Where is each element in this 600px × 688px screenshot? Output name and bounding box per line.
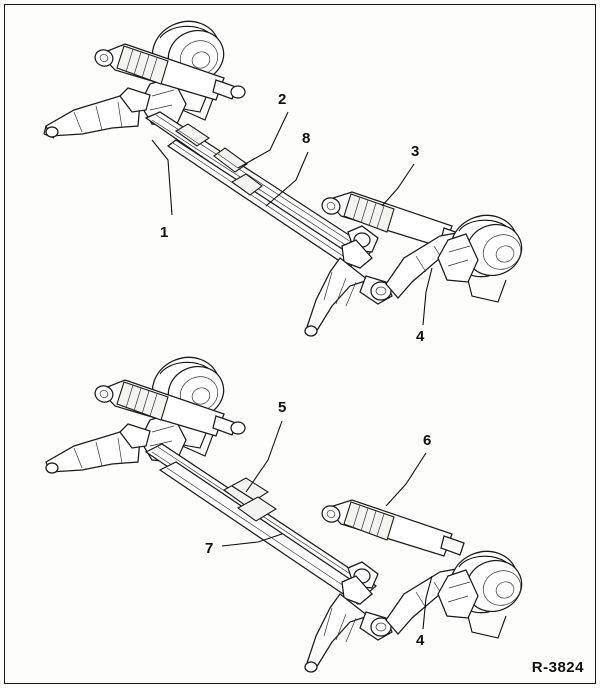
- leader-4a: [423, 268, 432, 325]
- callout-7: 7: [205, 540, 214, 557]
- callout-4-lower: 4: [416, 632, 425, 649]
- callout-4-upper: 4: [416, 328, 425, 345]
- trailing-arm-right-upper: [305, 258, 392, 336]
- axle-beam-upper: [146, 112, 372, 266]
- callout-1: 1: [160, 224, 169, 241]
- trailing-arm-left-lower: [46, 424, 150, 473]
- upper-axle-assembly: [44, 11, 529, 336]
- callout-5: 5: [278, 399, 287, 416]
- leader-6: [386, 453, 426, 506]
- leader-3: [382, 164, 414, 206]
- brake-drum-right-lower: [438, 541, 529, 638]
- callout-6: 6: [423, 432, 432, 449]
- callout-3: 3: [411, 143, 420, 160]
- leader-1: [152, 140, 172, 215]
- shock-absorber-right-lower: [320, 500, 464, 556]
- trailing-arm-right-lower: [305, 594, 392, 672]
- callout-8: 8: [302, 130, 311, 147]
- callout-2: 2: [278, 91, 287, 108]
- figure-code: R-3824: [531, 659, 584, 676]
- brake-drum-right-upper: [438, 205, 529, 302]
- leader-2: [238, 112, 288, 168]
- lower-axle-assembly: [46, 347, 529, 672]
- trailing-arm-left-upper: [44, 88, 150, 138]
- beam-joint-right-upper: [342, 226, 378, 268]
